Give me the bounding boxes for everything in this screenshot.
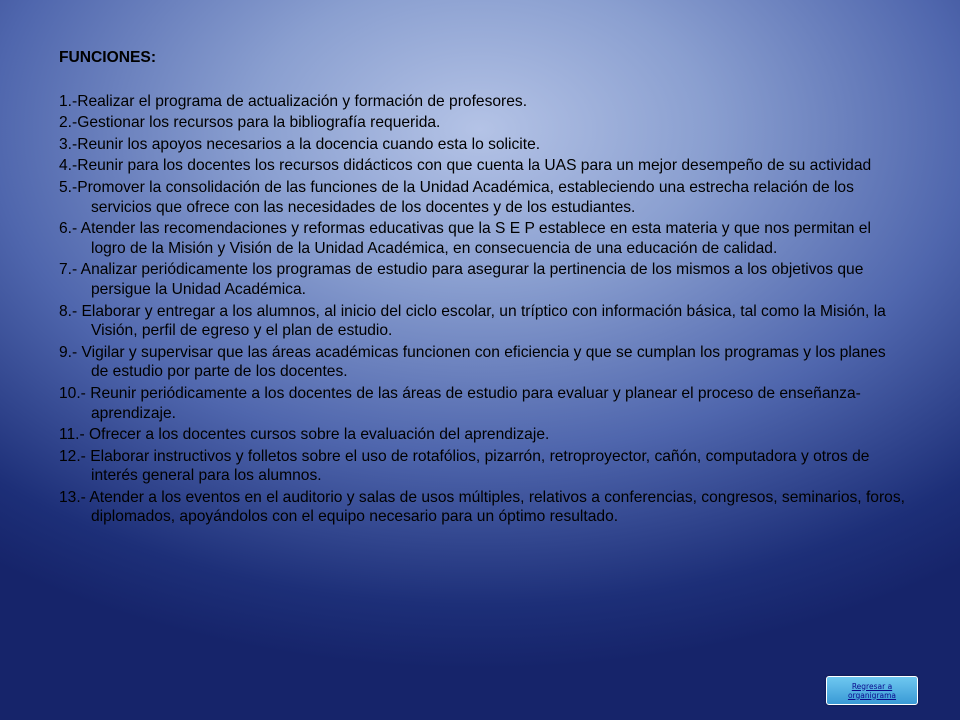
back-to-organigrama-button[interactable] — [826, 676, 918, 705]
function-item: 5.-Promover la consolidación de las funciones de la Unidad Académica, estableciendo una estrecha relación de los servicios que ofrece con las necesidades de los docentes y de los estudiantes. — [59, 178, 854, 216]
function-item: 8.- Elaborar y entregar a los alumnos, al inicio del ciclo escolar, un tríptico con información básica, tal como la Misión, la Visión, perfil de egreso y el plan de estudio. — [59, 302, 886, 340]
function-item: 13.- Atender a los eventos en el auditorio y salas de usos múltiples, relativos a conferencias, congresos, seminarios, foros, diplomados, apoyándolos con el equipo necesario para un óptimo resultado. — [59, 488, 905, 526]
function-item: 9.- Vigilar y supervisar que las áreas académicas funcionen con eficiencia y que se cumplan los programas y los planes de estudio por parte de los docentes. — [59, 343, 886, 381]
function-item: 3.-Reunir los apoyos necesarios a la docencia cuando esta lo solicite. — [59, 135, 541, 153]
function-item: 6.- Atender las recomendaciones y reformas educativas que la S E P establece en esta materia y que nos permitan el logro de la Misión y Visión de la Unidad Académica, en consecuencia de una educación de calidad. — [59, 220, 871, 257]
slide-body — [59, 48, 905, 529]
function-item: 11.- Ofrecer a los docentes cursos sobre la evaluación del aprendizaje. — [59, 426, 550, 444]
function-item: 7.- Analizar periódicamente los programas de estudio para asegurar la pertinencia de los mismos a los objetivos que persigue la Unidad Académica. — [59, 261, 864, 298]
function-item: 1.-Realizar el programa de actualización y formación de profesores. — [59, 92, 528, 110]
function-item: 4.-Reunir para los docentes los recursos didácticos con que cuenta la UAS para un mejor desempeño de su actividad — [59, 157, 872, 175]
function-item: 10.- Reunir periódicamente a los docentes de las áreas de estudio para evaluar y planear el proceso de enseñanza-aprendizaje. — [59, 384, 861, 422]
function-item: 2.-Gestionar los recursos para la bibliografía requerida. — [59, 114, 441, 132]
function-item: 12.- Elaborar instructivos y folletos sobre el uso de rotafólios, pizarrón, retroproyector, cañón, computadora y otros de interés general para los alumnos. — [59, 447, 870, 485]
slide-title: FUNCIONES: — [59, 49, 157, 66]
back-to-organigrama-link[interactable]: Regresar a organigrama — [847, 681, 897, 700]
